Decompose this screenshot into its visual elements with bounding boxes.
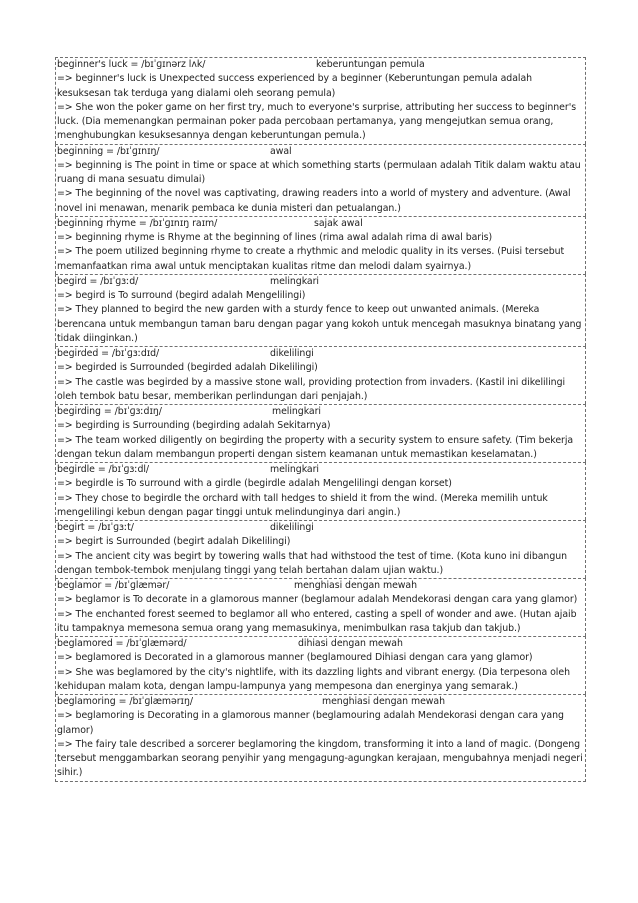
example-text: => The fairy tale described a sorcerer beglamoring the kingdom, transforming it into a land of magic. (Dongeng tersebut menggambarkan seorang penyihir yang mengagung-agungkan kerajaan, mengubahnya menjadi negeri sihir.) xyxy=(57,738,583,779)
definition-text: => beglamored is Decorated in a glamorous manner (beglamoured Dihiasi dengan cara yang glamor) xyxy=(57,652,533,664)
term-pronunciation: begirdle = /bɪˈɡɜːdl/ xyxy=(57,464,150,475)
definition-text: => begirded is Surrounded (begirded adalah Dikelilingi) xyxy=(57,362,318,374)
vocab-entry xyxy=(55,57,586,144)
term-translation: keberuntungan pemula xyxy=(316,59,425,70)
term-translation: dikelilingi xyxy=(270,522,314,533)
entry-header xyxy=(57,463,584,477)
entry-header xyxy=(57,275,584,289)
entry-header xyxy=(57,579,584,593)
definition-text: => beginning rhyme is Rhyme at the beginning of lines (rima awal adalah rima di awal baris) xyxy=(57,232,493,243)
term-pronunciation: beglamor = /bɪˈɡlæmər/ xyxy=(57,580,170,591)
definition-text: => begirt is Surrounded (begirt adalah Dikelilingi) xyxy=(57,536,291,548)
vocab-entry xyxy=(55,404,586,462)
term-translation: melingkari xyxy=(272,406,321,417)
vocab-entry xyxy=(55,694,586,782)
example-text: => They chose to begirdle the orchard with tall hedges to shield it from the wind. (Mereka memilih untuk mengelilingi kebun dengan pagar tinggi untuk melindunginya dari angin.) xyxy=(57,492,548,518)
term-translation: menghiasi dengan mewah xyxy=(294,580,417,591)
vocab-entry xyxy=(55,462,586,520)
term-pronunciation: begird = /bɪˈɡɜːd/ xyxy=(57,275,139,287)
entry-header xyxy=(57,695,584,709)
term-pronunciation: beglamoring = /bɪˈɡlæmərɪŋ/ xyxy=(57,696,193,707)
term-translation: menghiasi dengan mewah xyxy=(322,696,445,707)
entry-header xyxy=(57,217,584,231)
entry-header xyxy=(57,58,584,72)
term-translation: dihiasi dengan mewah xyxy=(298,638,403,649)
vocab-entry xyxy=(55,636,586,694)
example-text: => The poem utilized beginning rhyme to create a rhythmic and melodic quality in its verses. (Puisi tersebut memanfaatkan rima awal untuk menciptakan kualitas ritme dan melodi dalam syairnya.) xyxy=(57,246,565,272)
vocab-entry xyxy=(55,520,586,578)
entry-header xyxy=(57,405,584,419)
example-text: => The team worked diligently on begirding the property with a security system to ensure safety. (Tim bekerja dengan tekun dalam membangun properti dengan sistem keamanan untuk memastikan keselamatan.) xyxy=(57,434,574,460)
example-text: => The enchanted forest seemed to beglamor all who entered, casting a spell of wonder and awe. (Hutan ajaib itu tampaknya memesona semua orang yang memasukinya, menimbulkan rasa takjub dan takjub.) xyxy=(57,608,577,634)
term-pronunciation: beginning rhyme = /bɪˈɡɪnɪŋ raɪm/ xyxy=(57,217,218,229)
vocab-entry xyxy=(55,144,586,216)
entry-header xyxy=(57,521,584,535)
example-text: => The ancient city was begirt by towering walls that had withstood the test of time. (Kota kuno ini dibangun dengan tembok-tembok menjulang tinggi yang telah bertahan dalam ujian waktu.) xyxy=(57,550,568,576)
entry-header xyxy=(57,347,584,361)
term-pronunciation: beginning = /bɪˈɡɪnɪŋ/ xyxy=(57,145,160,157)
vocab-entry xyxy=(55,346,586,404)
term-translation: melingkari xyxy=(270,464,319,475)
vocab-entry xyxy=(55,216,586,274)
vocab-entry xyxy=(55,274,586,346)
term-pronunciation: begirt = /bɪˈɡɜːt/ xyxy=(57,522,134,533)
definition-text: => beglamor is To decorate in a glamorous manner (beglamour adalah Mendekorasi dengan cara yang glamor) xyxy=(57,594,578,606)
entry-header xyxy=(57,145,584,159)
term-translation: sajak awal xyxy=(314,217,363,229)
vocabulary-list xyxy=(55,57,586,782)
example-text: => The castle was begirded by a massive stone wall, providing protection from invaders. (Kastil ini dikelilingi oleh tembok batu besar, memberikan perlindungan dari penjajah.) xyxy=(57,376,566,402)
term-pronunciation: begirding = /bɪˈɡɜːdɪŋ/ xyxy=(57,406,162,417)
term-pronunciation: beginner's luck = /bɪˈɡɪnərz lʌk/ xyxy=(57,59,206,70)
term-translation: melingkari xyxy=(270,275,319,287)
term-pronunciation: beglamored = /bɪˈɡlæmərd/ xyxy=(57,638,187,649)
entry-header xyxy=(57,637,584,651)
term-translation: dikelilingi xyxy=(270,348,314,359)
term-pronunciation: begirded = /bɪˈɡɜːdɪd/ xyxy=(57,348,160,359)
term-translation: awal xyxy=(270,145,292,157)
definition-text: => beginning is The point in time or space at which something starts (permulaan adalah Titik dalam waktu atau ruang di mana sesuatu dimulai) xyxy=(57,159,581,185)
example-text: => The beginning of the novel was captivating, drawing readers into a world of mystery and adventure. (Awal novel ini menawan, menarik pembaca ke dunia misteri dan petualangan.) xyxy=(57,188,571,214)
definition-text: => begirdle is To surround with a girdle (begirdle adalah Mengelilingi dengan korset) xyxy=(57,478,452,490)
definition-text: => begirding is Surrounding (begirding adalah Sekitarnya) xyxy=(57,420,331,432)
example-text: => She won the poker game on her first try, much to everyone's surprise, attributing her success to beginner's luck. (Dia memenangkan permainan poker pada percobaan pertamanya, yang mengejutkan semua orang, menghubungkan kesuksesannya dengan keberuntungan pemula.) xyxy=(57,101,577,142)
vocab-entry xyxy=(55,578,586,636)
example-text: => She was beglamored by the city's nightlife, with its dazzling lights and vibrant energy. (Dia terpesona oleh kehidupan malam kota, dengan lampu-lampunya yang mempesona dan energinya yang semarak.) xyxy=(57,666,570,692)
definition-text: => beginner's luck is Unexpected success experienced by a beginner (Keberuntungan pemula adalah kesuksesan tak terduga yang dialami oleh seorang pemula) xyxy=(57,73,533,99)
definition-text: => begird is To surround (begird adalah Mengelilingi) xyxy=(57,290,306,301)
definition-text: => beglamoring is Decorating in a glamorous manner (beglamouring adalah Mendekorasi dengan cara yang glamor) xyxy=(57,710,564,736)
example-text: => They planned to begird the new garden with a sturdy fence to keep out unwanted animals. (Mereka berencana untuk membangun taman baru dengan pagar yang kokoh untuk mencegah masuknya binatang yang tidak diinginkan.) xyxy=(57,304,582,344)
